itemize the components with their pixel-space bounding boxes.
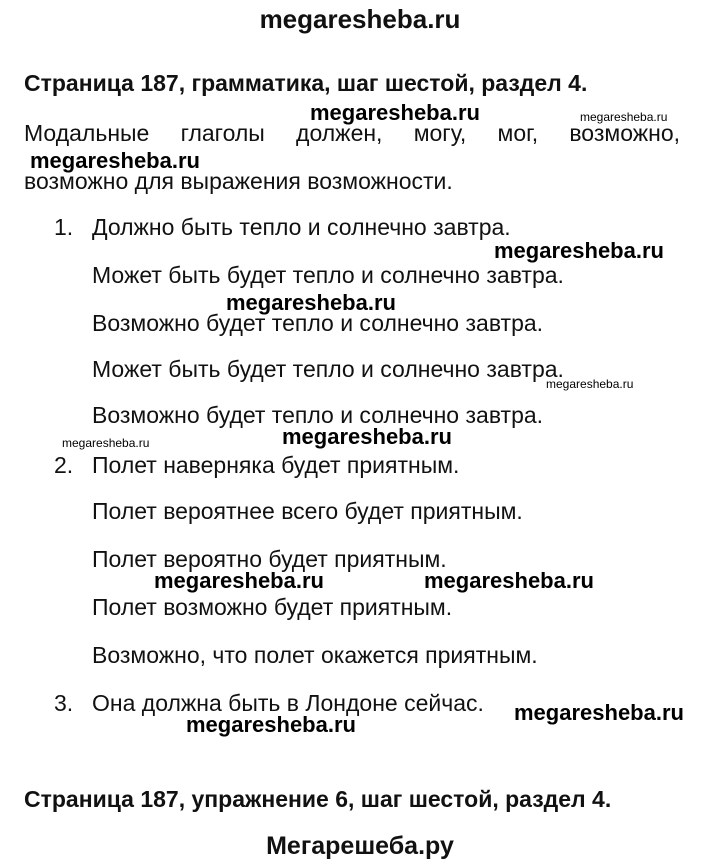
item-1-line-5: Возможно будет тепло и солнечно завтра. <box>92 402 544 428</box>
watermark-overlay: megaresheba.ru <box>424 568 594 593</box>
watermark-overlay: megaresheba.ru <box>30 148 200 173</box>
footer-watermark: Мегарешеба.ру <box>266 832 454 860</box>
item-2-line-5: Возможно, что полет окажется приятным. <box>92 642 538 668</box>
item-1-line-2: Может быть будет тепло и солнечно завтра. <box>92 262 564 288</box>
top-watermark: megaresheba.ru <box>259 4 461 34</box>
watermark-overlay: megaresheba.ru <box>580 110 668 124</box>
watermark-overlay: megaresheba.ru <box>310 100 480 125</box>
item-3-line-1: Она должна быть в Лондоне сейчас. <box>92 690 484 716</box>
item-1-line-4: Может быть будет тепло и солнечно завтра. <box>92 356 564 382</box>
item-number-2: 2. <box>54 452 74 478</box>
section-heading-grammar: Страница 187, грамматика, шаг шестой, раздел 4. <box>24 70 588 96</box>
item-number-3: 3. <box>54 690 74 716</box>
watermark-overlay: megaresheba.ru <box>186 712 356 737</box>
watermark-overlay: megaresheba.ru <box>226 290 396 315</box>
watermark-overlay: megaresheba.ru <box>494 238 664 263</box>
intro-paragraph-line-1: Модальные глаголы должен, могу, мог, возможно, <box>24 120 680 146</box>
watermark-overlay: megaresheba.ru <box>62 436 150 450</box>
item-2-line-4: Полет возможно будет приятным. <box>92 594 453 620</box>
watermark-overlay: megaresheba.ru <box>514 700 684 725</box>
watermark-overlay: megaresheba.ru <box>154 568 324 593</box>
item-2-line-2: Полет вероятнее всего будет приятным. <box>92 498 523 524</box>
watermark-overlay: megaresheba.ru <box>546 377 634 391</box>
intro-paragraph-line-2: возможно для выражения возможности. <box>24 168 453 194</box>
item-number-1: 1. <box>54 214 74 240</box>
item-2-line-3: Полет вероятно будет приятным. <box>92 546 447 572</box>
section-heading-exercise: Страница 187, упражнение 6, шаг шестой, раздел 4. <box>24 786 612 812</box>
item-1-line-1: Должно быть тепло и солнечно завтра. <box>92 214 511 240</box>
item-2-line-1: Полет наверняка будет приятным. <box>92 452 460 478</box>
watermark-overlay: megaresheba.ru <box>282 424 452 449</box>
item-1-line-3: Возможно будет тепло и солнечно завтра. <box>92 310 544 336</box>
